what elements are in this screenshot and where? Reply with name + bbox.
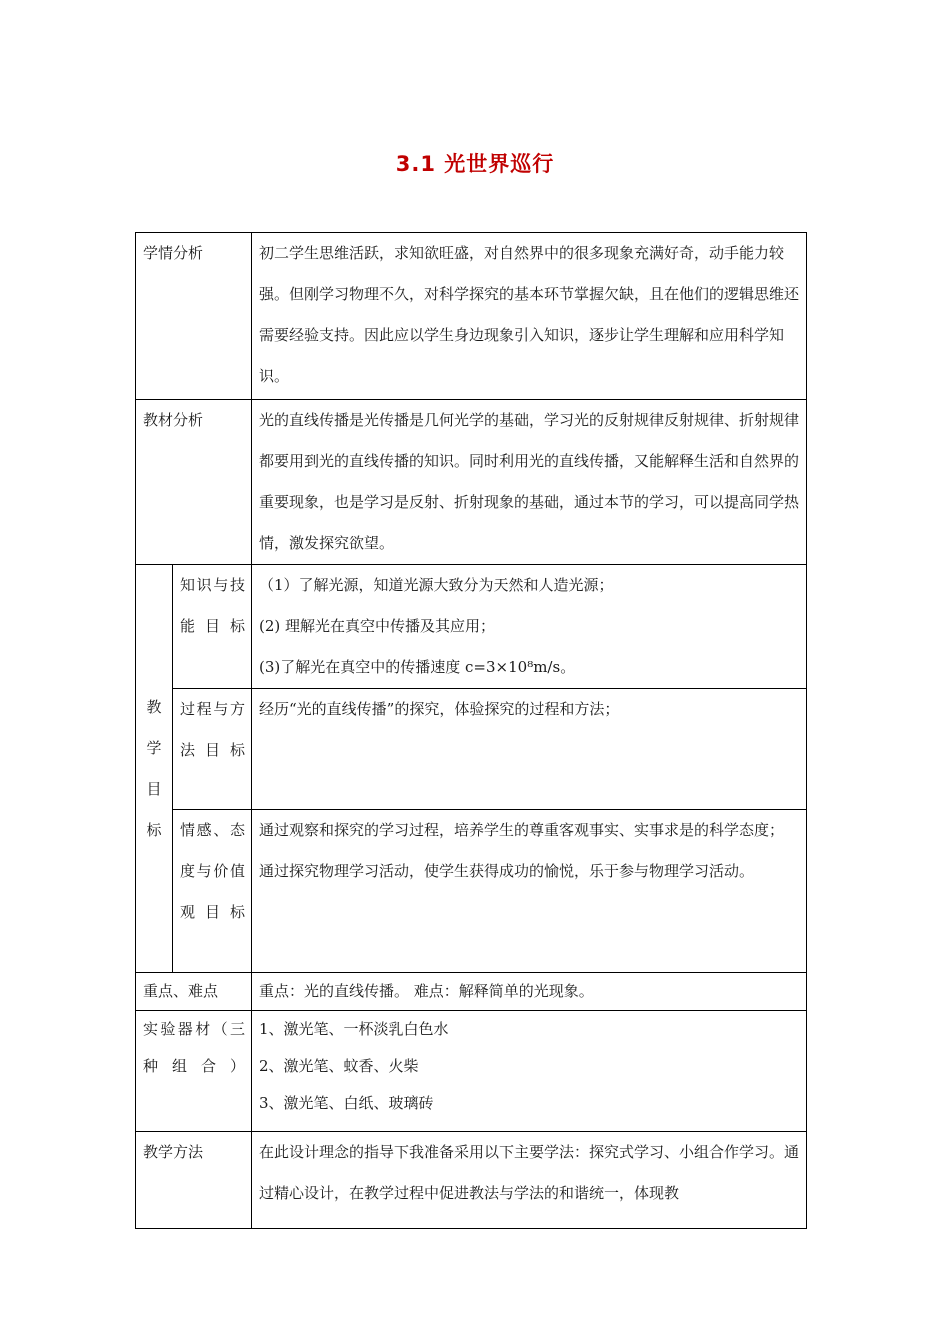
key-points-label: 重点、难点 xyxy=(136,973,252,1011)
method-row xyxy=(136,1132,807,1229)
student-analysis-text: 初二学生思维活跃，求知欲旺盛，对自然界中的很多现象充满好奇，动手能力较强。但刚学习物理不久，对科学探究的基本环节掌握欠缺，且在他们的逻辑思维还需要经验支持。因此应以学生身边现象引入知识，逐步让学生理解和应用科学知识。 xyxy=(252,233,807,400)
key-points-text: 重点：光的直线传播。 难点：解释简单的光现象。 xyxy=(252,973,807,1011)
objective-emotion-row xyxy=(136,810,807,973)
objective-emotion-item: 通过观察和探究的学习过程，培养学生的尊重客观事实、实事求是的科学态度； xyxy=(259,821,785,839)
objective-emotion-item: 通过探究物理学习活动，使学生获得成功的愉悦，乐于参与物理学习活动。 xyxy=(259,862,755,880)
objective-process-label-cell xyxy=(173,689,252,810)
equipment-label: 实验器材（三种组合） xyxy=(143,1020,246,1075)
equipment-item: 3、激光笔、白纸、玻璃砖 xyxy=(259,1094,434,1112)
objectives-label: 教学目标 xyxy=(146,697,162,839)
objective-process-label: 过程与方法目标 xyxy=(180,700,246,759)
material-analysis-label: 教材分析 xyxy=(136,400,252,565)
equipment-item: 2、激光笔、蚊香、火柴 xyxy=(259,1057,419,1075)
objective-knowledge-item: (2) 理解光在真空中传播及其应用； xyxy=(259,617,496,635)
student-analysis-label: 学情分析 xyxy=(136,233,252,400)
method-text: 在此设计理念的指导下我准备采用以下主要学法：探究式学习、小组合作学习。通过精心设计，在教学过程中促进教法与学法的和谐统一，体现教 xyxy=(252,1132,807,1229)
objectives-label-cell xyxy=(136,565,173,973)
objective-emotion-label-cell xyxy=(173,810,252,973)
objective-knowledge-item: (3)了解光在真空中的传播速度 c=3×10⁸m/s。 xyxy=(259,658,576,676)
objective-knowledge-content xyxy=(252,565,807,689)
objective-knowledge-item: （1）了解光源，知道光源大致分为天然和人造光源； xyxy=(259,576,614,594)
objective-emotion-content xyxy=(252,810,807,973)
objective-process-text: 经历“光的直线传播”的探究，体验探究的过程和方法； xyxy=(252,689,807,810)
objective-knowledge-row xyxy=(136,565,807,689)
material-analysis-row xyxy=(136,400,807,565)
student-analysis-row xyxy=(136,233,807,400)
equipment-label-cell xyxy=(136,1011,252,1132)
objective-process-row xyxy=(136,689,807,810)
objective-emotion-label: 情感、态度与价值观目标 xyxy=(180,821,246,921)
lesson-plan-table xyxy=(135,232,807,1229)
key-points-row xyxy=(136,973,807,1011)
equipment-row xyxy=(136,1011,807,1132)
material-analysis-text: 光的直线传播是光传播是几何光学的基础，学习光的反射规律反射规律、折射规律都要用到光的直线传播的知识。同时利用光的直线传播，又能解释生活和自然界的重要现象，也是学习是反射、折射现象的基础，通过本节的学习，可以提高同学热情，激发探究欲望。 xyxy=(252,400,807,565)
objective-knowledge-label: 知识与技能目标 xyxy=(180,576,246,635)
page-title: 3.1 光世界巡行 xyxy=(395,152,555,176)
objective-knowledge-label-cell xyxy=(173,565,252,689)
method-label: 教学方法 xyxy=(136,1132,252,1229)
equipment-content xyxy=(252,1011,807,1132)
equipment-item: 1、激光笔、一杯淡乳白色水 xyxy=(259,1020,449,1038)
